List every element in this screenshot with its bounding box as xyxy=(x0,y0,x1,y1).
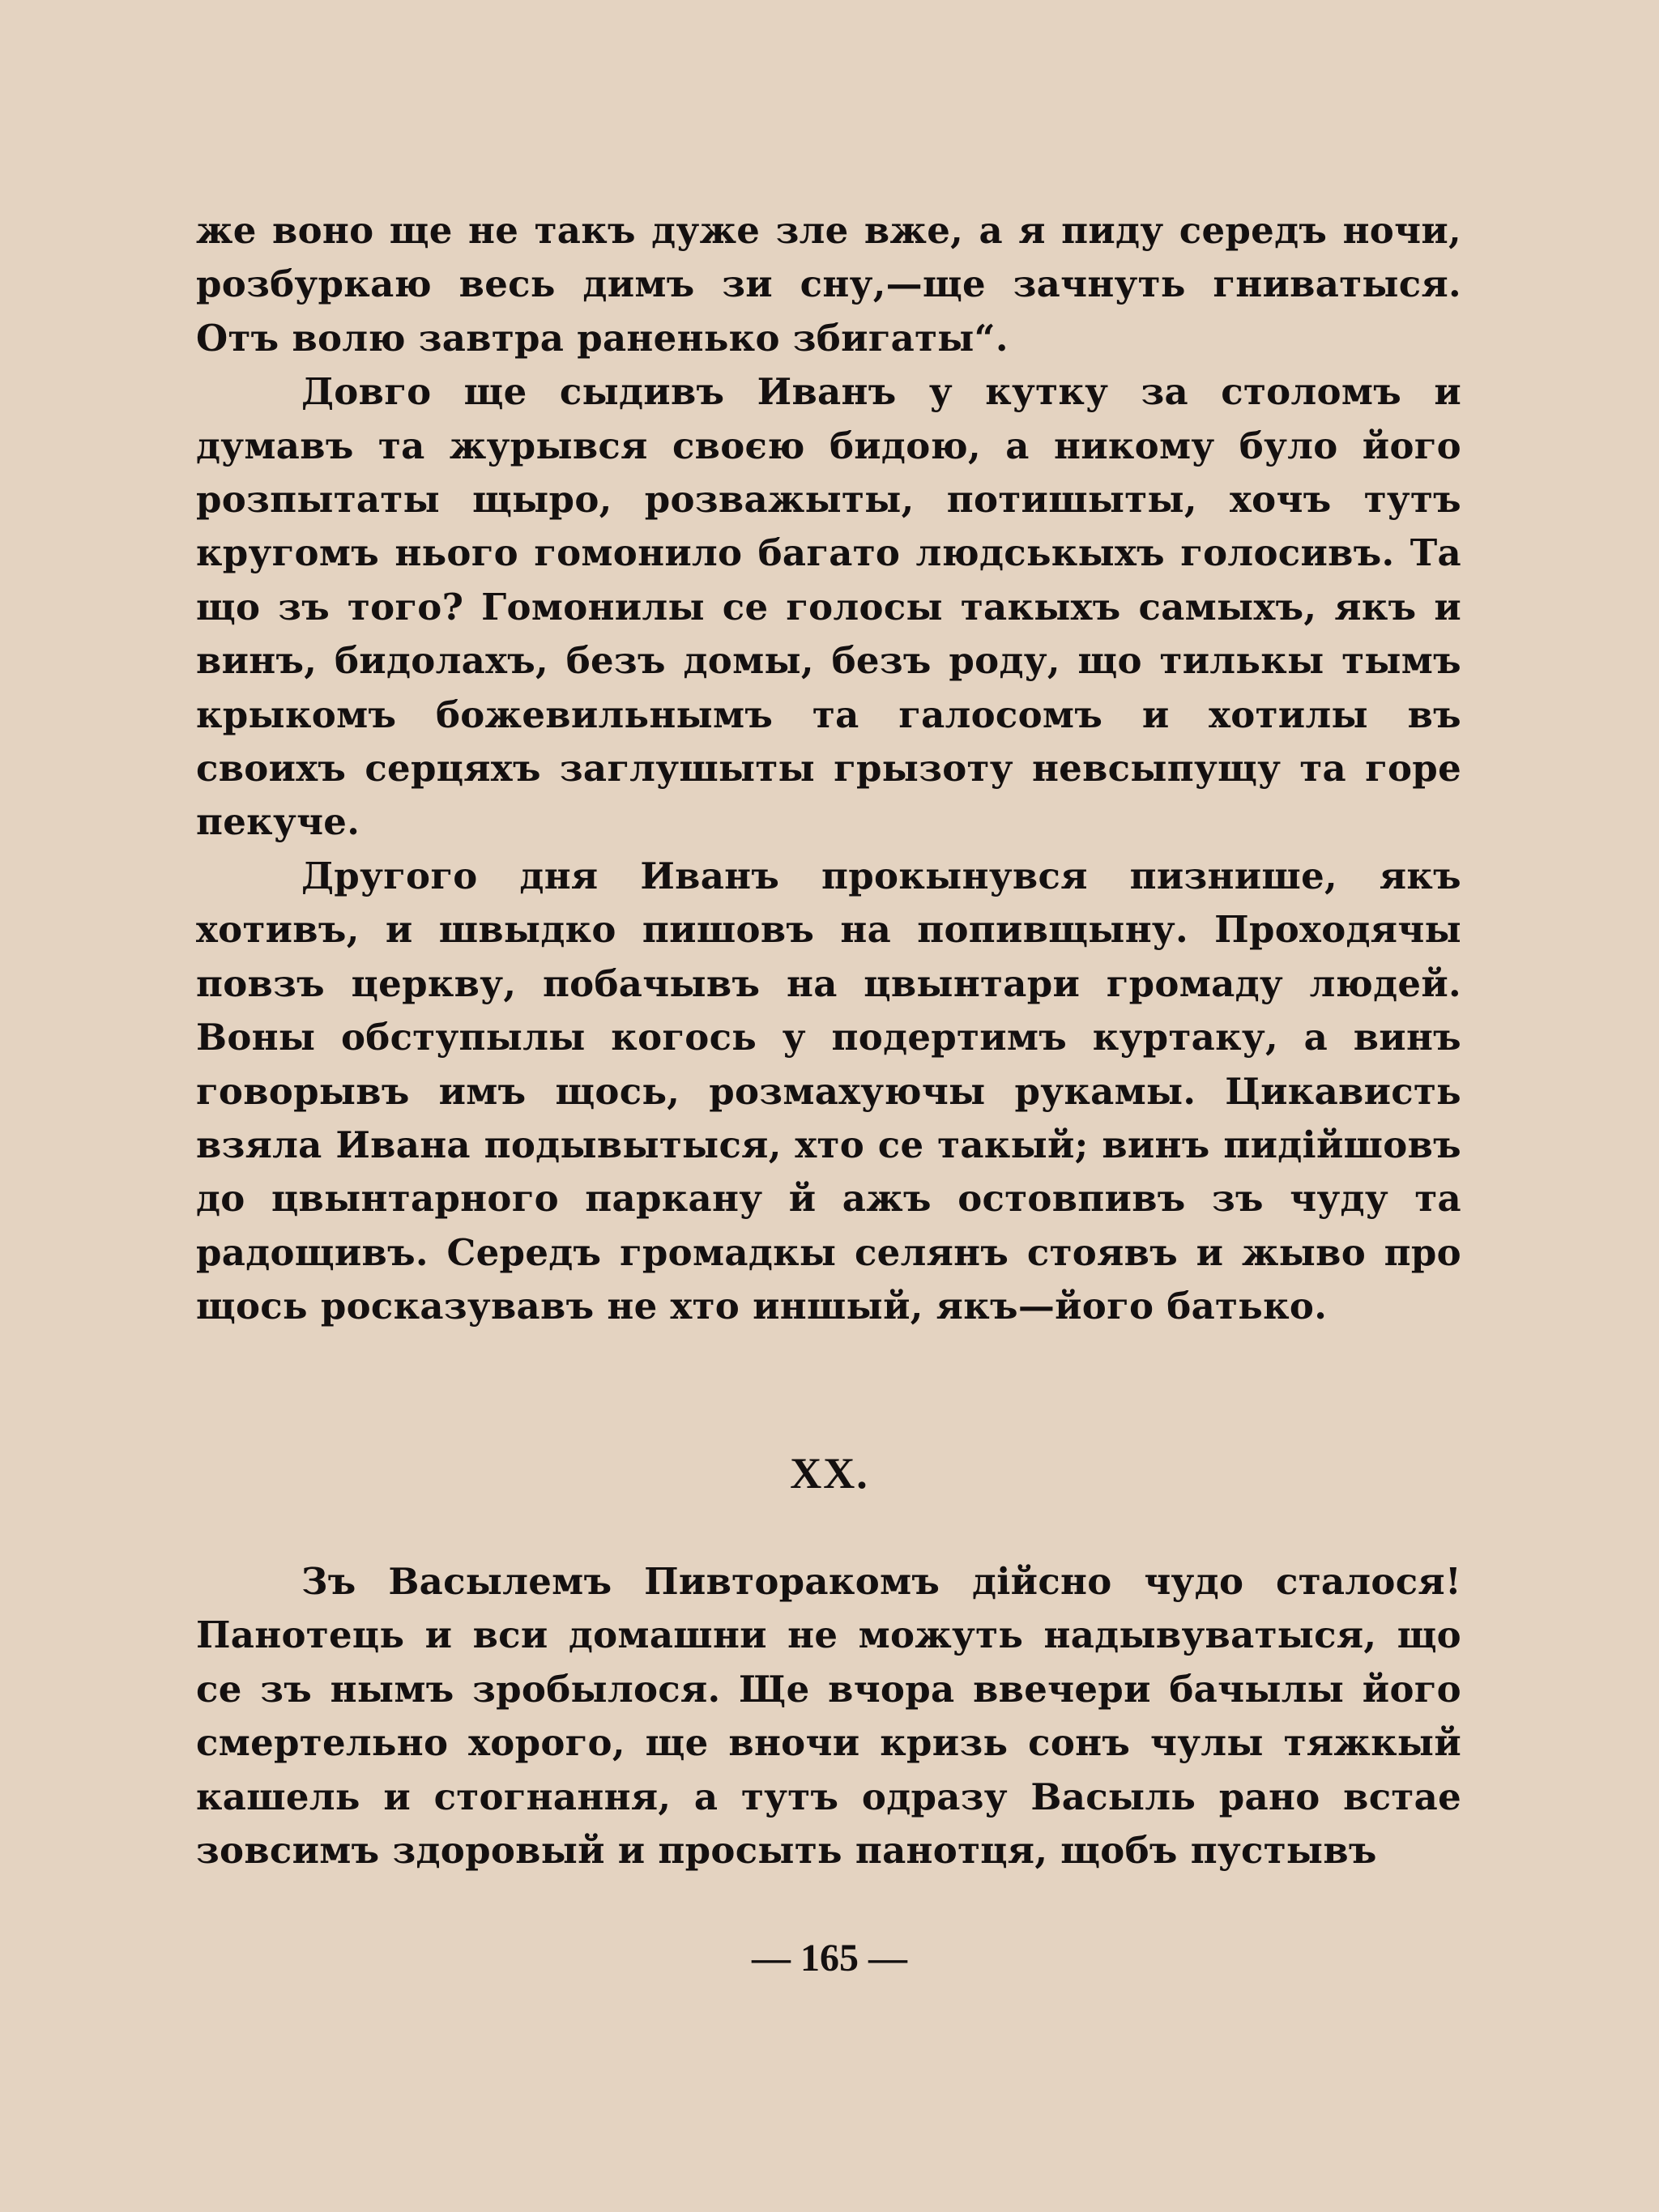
chapter-heading: XX. xyxy=(790,1449,869,1498)
paragraph: Довго ще сыдивъ Иванъ у кутку за столомъ и думавъ та журывся своєю бидою, а никому було його розпытаты щыро, розважыты, потишыты, хочъ тутъ кругомъ нього гомонило багато людськыхъ голосивъ. Та що зъ того? Гомонилы се голосы такыхъ самыхъ, якъ и винъ, бидолахъ, безъ домы, безъ роду, що тилькы тымъ крыкомъ божевильнымъ та галосомъ и хотилы въ своихъ серцяхъ заглушыты грызоту невсыпущу та горе пекуче. xyxy=(196,370,1461,844)
text-block-top xyxy=(196,204,1461,1334)
paragraph: Зъ Васылемъ Пивтоpакомъ дійсно чудо сталося! Панотець и вси домашни не можуть надывуватыся, що се зъ нымъ зробылося. Ще вчора ввечери бачылы його смертельно хорого, ще вночи кризь сонъ чулы тяжкый кашель и стогнання, а тутъ одразу Васыль рано встае зовсимъ здоровый и просыть панотця, щобъ пустывъ xyxy=(196,1560,1461,1873)
paragraph-continuation: же воно ще не такъ дуже зле вже, а я пиду середъ ночи, розбуркаю весь димъ зи сну,—ще зачнуть гниватыся. Отъ волю завтра раненько збигаты“. xyxy=(196,209,1461,360)
paragraph: Другого дня Иванъ прокынувся пизнише, якъ хотивъ, и швыдко пишовъ на попивщыну. Проходячы повзъ церкву, побачывъ на цвынтари громаду людей. Воны обступылы когось у подертимъ куртаку, а винъ говорывъ имъ щось, розмахуючы рукамы. Цикависть взяла Ивана подывытыся, хто се такый; винъ пидійшовъ до цвынтарного паркану й ажъ остовпивъ зъ чуду та радощивъ. Середъ громадкы селянъ стоявъ и жыво про щось росказувавъ не хто иншый, якъ—його батько. xyxy=(196,854,1461,1328)
page-number: — 165 — xyxy=(752,1937,907,1980)
text-block-bottom xyxy=(196,1555,1461,1877)
